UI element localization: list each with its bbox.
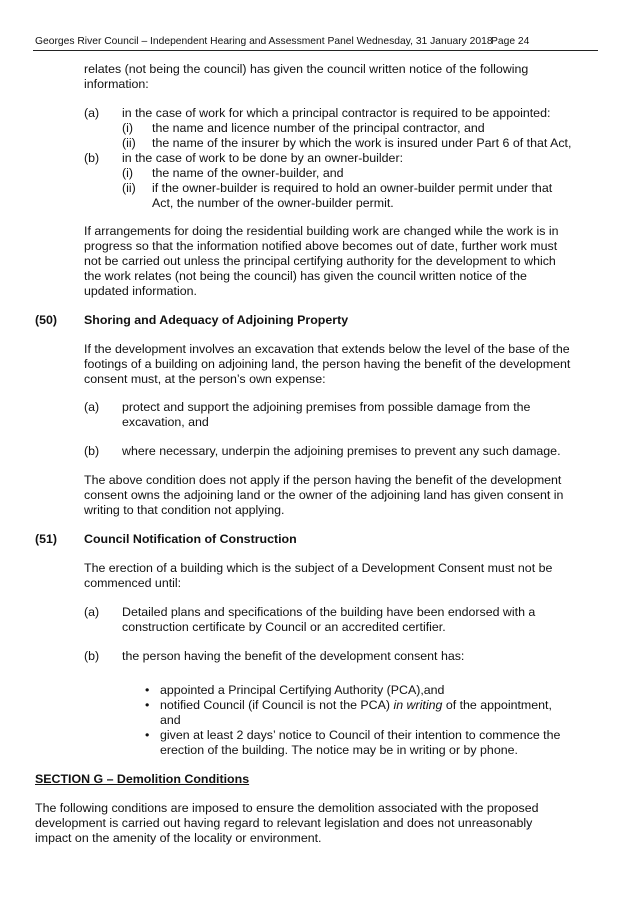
bullet-2-marker: • [145,698,150,712]
c50-para-2-line-1: The above condition does not apply if the person having the benefit of the development [84,473,562,487]
c51-a-line-1: Detailed plans and specifications of the building have been endorsed with a [122,605,536,619]
c50-para-2-line-2: consent owns the adjoining land or the owner of the adjoining land has given consent in [84,488,564,502]
bullet-3-line-2: erection of the building. The notice may be in writing or by phone. [160,743,518,757]
bullet-1-marker: • [145,683,150,697]
section-g-line-2: development is carried out having regard to relevant legislation and does not unreasonably [35,816,533,830]
page-header [35,36,597,48]
arrangements-line-2: progress so that the information notified above becomes out of date, further work must [84,239,558,253]
section-g-line-3: impact on the amenity of the locality or environment. [35,831,322,845]
list-b-i-label: (i) [122,166,134,180]
section-g-heading: SECTION G – Demolition Conditions [35,772,250,786]
arrangements-line-1: If arrangements for doing the residential building work are changed while the work is in [84,224,559,238]
c50-a-label: (a) [84,400,100,414]
c51-a-line-2: construction certificate by Council or an accredited certifier. [122,620,446,634]
arrangements-line-3: not be carried out unless the principal certifying authority for the development to which [84,254,556,268]
section-g-line-1: The following conditions are imposed to ensure the demolition associated with the proposed [35,801,539,815]
c51-a-label: (a) [84,605,100,619]
bullet-2-text [160,698,552,713]
bullet-2-line-2: and [160,713,181,727]
list-a-i-label: (i) [122,121,134,135]
intro-line-1: relates (not being the council) has given the council written notice of the following [84,62,529,76]
list-b-ii-label: (ii) [122,181,136,195]
c50-para-1-line-3: consent must, at the person’s own expense: [84,372,326,386]
list-a-text: in the case of work for which a principal contractor is required to be appointed: [122,106,551,120]
condition-51-title: Council Notification of Construction [84,532,297,546]
arrangements-line-5: updated information. [84,284,197,298]
list-b-ii-line-2: Act, the number of the owner-builder permit. [152,196,394,210]
c50-b-line-1: where necessary, underpin the adjoining premises to prevent any such damage. [122,444,561,458]
list-b-i-text: the name of the owner-builder, and [152,166,344,180]
c51-para-1-line-1: The erection of a building which is the subject of a Development Consent must not be [84,561,553,575]
bullet-2-text-post: of the appointment, [442,698,552,712]
header-rule [33,50,598,51]
list-a-label: (a) [84,106,100,120]
list-b-label: (b) [84,151,100,165]
list-b-text: in the case of work to be done by an owner-builder: [122,151,404,165]
c50-para-2-line-3: writing to that condition not applying. [84,503,285,517]
c50-a-line-1: protect and support the adjoining premises from possible damage from the [122,400,531,414]
bullet-3-line-1: given at least 2 days’ notice to Council of their intention to commence the [160,728,561,742]
bullet-2-text-italic: in writing [393,698,443,712]
c50-b-label: (b) [84,444,100,458]
c50-a-line-2: excavation, and [122,415,209,429]
condition-50-number: (50) [35,313,58,327]
c51-b-label: (b) [84,649,100,663]
list-a-i-text: the name and licence number of the principal contractor, and [152,121,485,135]
intro-line-2: information: [84,77,149,91]
bullet-1-text: appointed a Principal Certifying Authority (PCA),and [160,683,445,697]
header-text: Georges River Council – Independent Hearing and Assessment Panel Wednesday, 31 January 2018 [35,36,493,47]
condition-50-title: Shoring and Adequacy of Adjoining Property [84,313,349,327]
header-page-number: Page 24 [491,36,530,47]
bullet-3-marker: • [145,728,150,742]
list-a-ii-label: (ii) [122,136,136,150]
list-b-ii-line-1: if the owner-builder is required to hold an owner-builder permit under that [152,181,553,195]
c50-para-1-line-1: If the development involves an excavation that extends below the level of the base of the [84,342,570,356]
c50-para-1-line-2: footings of a building on adjoining land, the person having the benefit of the development [84,357,571,371]
list-a-ii-text: the name of the insurer by which the work is insured under Part 6 of that Act, [152,136,572,150]
bullet-2-text-pre: notified Council (if Council is not the PCA) [160,698,394,712]
c51-b-line-1: the person having the benefit of the development consent has: [122,649,465,663]
condition-51-number: (51) [35,532,58,546]
c51-para-1-line-2: commenced until: [84,576,182,590]
arrangements-line-4: the work relates (not being the council) has given the council written notice of the [84,269,527,283]
